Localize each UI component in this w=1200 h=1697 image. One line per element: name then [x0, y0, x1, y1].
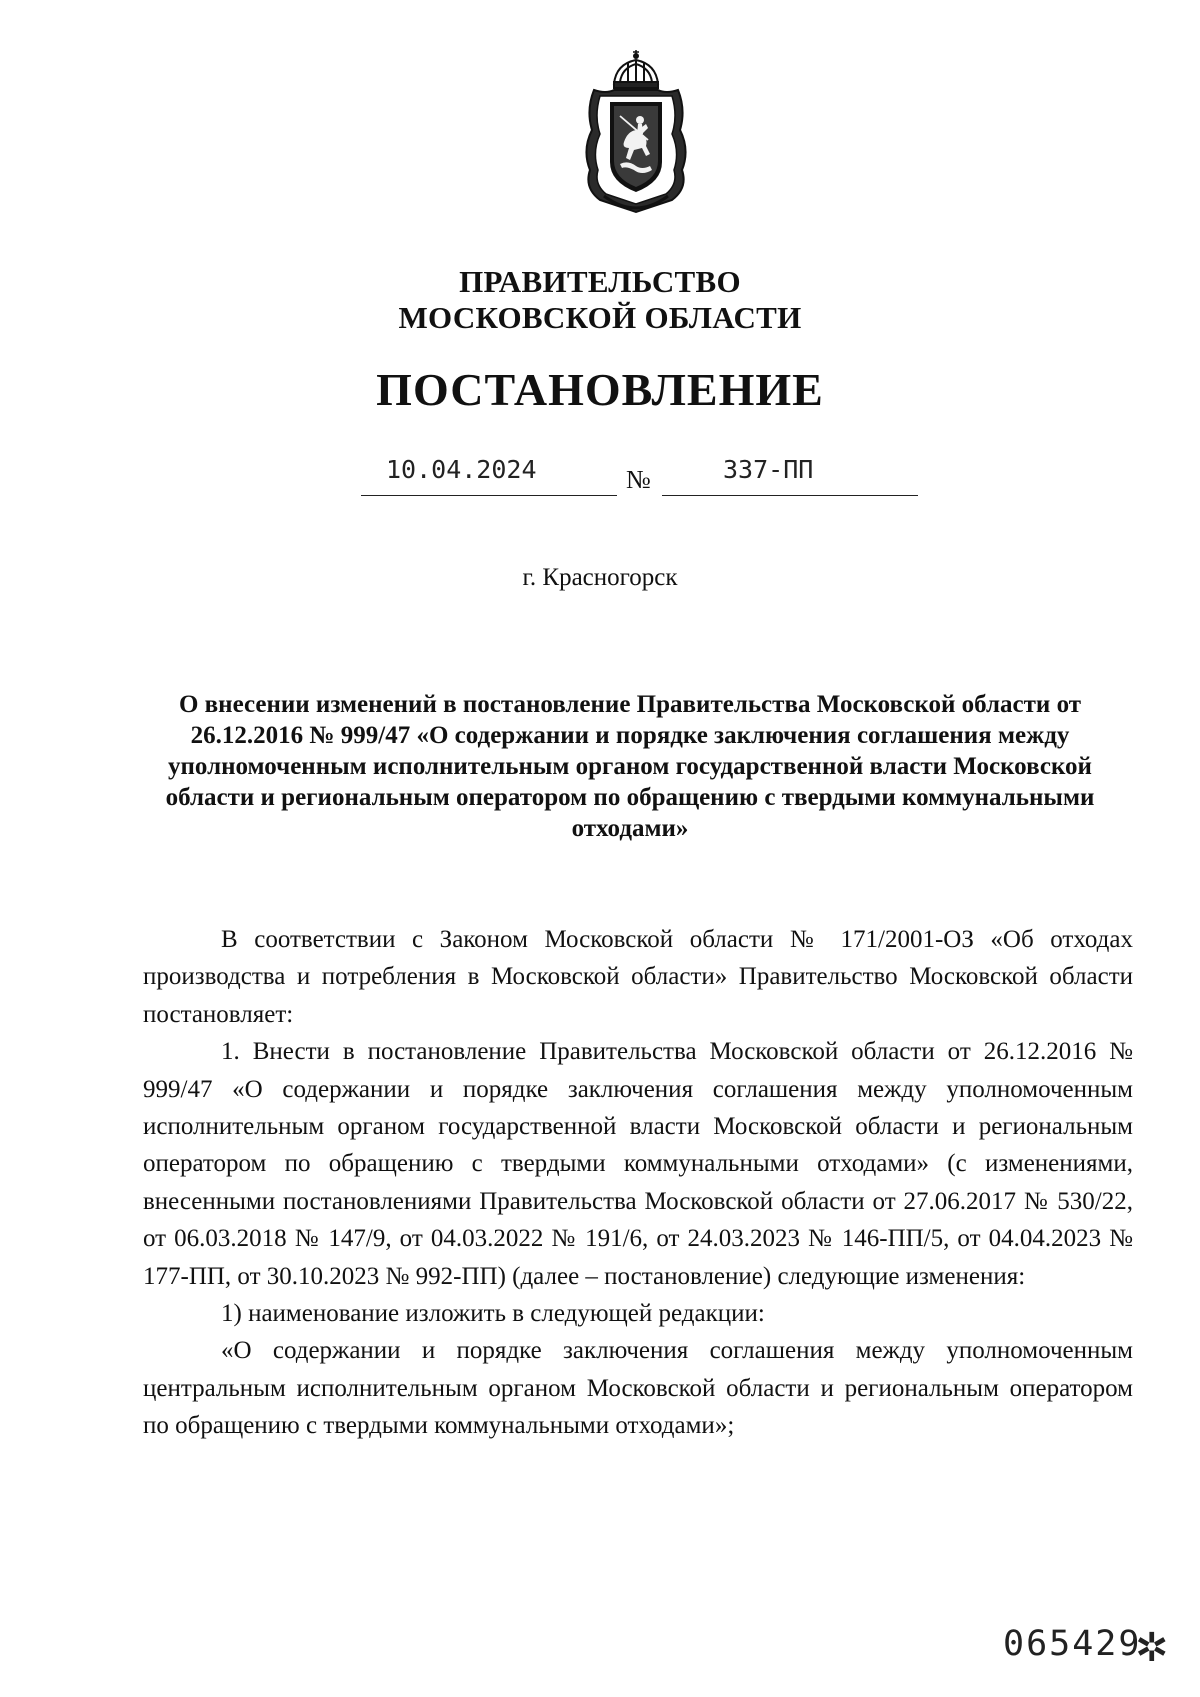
asterisk-mark-icon: ✲: [1135, 1625, 1169, 1671]
body-paragraph: «О содержании и порядке заключения соглашения между уполномоченным центральным исполнительным органом Московской области и региональным оператором по обращению с твердыми коммунальными отходами»;: [143, 1337, 1133, 1440]
number-underline: [662, 495, 918, 496]
organization-name-line2: МОСКОВСКОЙ ОБЛАСТИ: [398, 300, 802, 335]
document-number: 337-ПП: [723, 455, 814, 484]
document-date: 10.04.2024: [386, 455, 537, 484]
body-paragraph: 1) наименование изложить в следующей редакции:: [221, 1300, 765, 1328]
document-title: О внесении изменений в постановление Правительства Московской области от 26.12.2016 № 999/47 «О содержании и порядке заключения соглашения между уполномоченным исполнительным органом государственной власти Московской области и региональным оператором по обращению с твердыми коммунальными отходами»: [165, 691, 1095, 842]
body-paragraph: 1. Внести в постановление Правительства Московской области от 26.12.2016 № 999/47 «О содержании и порядке заключения соглашения между уполномоченным исполнительным органом государственной власти Московской области и региональным оператором по обращению с твердыми коммунальными отходами» (с изменениями, внесенными постановлениями Правительства Московской области от 27.06.2017 № 530/22, от 06.03.2018 № 147/9, от 04.03.2022 № 191/6, от 24.03.2023 № 146-ПП/5, от 04.04.2023 № 177-ПП, от 30.10.2023 № 992-ПП) (далее – постановление) следующие изменения:: [143, 1038, 1133, 1290]
serial-number: 065429: [1003, 1624, 1142, 1664]
coat-of-arms-icon: [576, 50, 696, 215]
city: г. Красногорск: [522, 564, 678, 591]
document-type: ПОСТАНОВЛЕНИЕ: [376, 364, 824, 415]
number-sign: №: [626, 465, 651, 494]
body-paragraph: В соответствии с Законом Московской области № 171/2001-ОЗ «Об отходах производства и потребления в Московской области» Правительство Московской области постановляет:: [143, 926, 1133, 1028]
organization-name-line1: ПРАВИТЕЛЬСТВО: [459, 264, 741, 299]
date-underline: [361, 495, 617, 496]
document-body: [143, 921, 1133, 1445]
